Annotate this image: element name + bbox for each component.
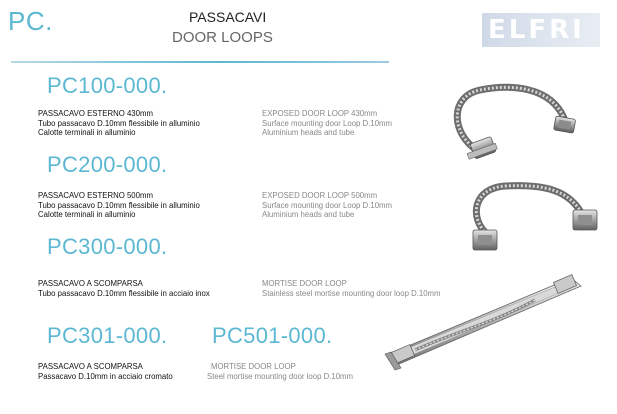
desc-line: PASSACAVO A SCOMPARSA [38,362,143,371]
desc-line: EXPOSED DOOR LOOP 430mm [262,109,378,118]
brand-logo-text: ELFRI [488,15,585,45]
brand-logo [482,13,600,47]
product-desc-en-pc501 [207,362,353,381]
desc-line: EXPOSED DOOR LOOP 500mm [262,191,378,200]
product-code-pc501: PC501-000. [212,323,333,348]
desc-line: Calotte terminali in alluminio [38,210,136,220]
section-title-english: DOOR LOOPS [172,29,273,46]
product-desc-it-pc300 [38,279,210,298]
product-desc-en-pc200 [262,191,392,220]
desc-line: Tubo passacavo D.10mm flessibile in alluminio [38,200,200,210]
product-desc-it-pc301 [38,362,173,381]
desc-line: Surface mounting door Loop D.10mm [262,200,393,210]
product-desc-it-pc200 [38,191,200,220]
catalog-prefix: PC. [8,6,53,36]
product-photo-mortise [385,268,590,378]
desc-line: Tubo passacavo D.10mm flessibile in alluminio [38,118,200,128]
desc-line: Calotte terminali in alluminio [38,128,136,138]
desc-line: Aluminium heads and tube [262,128,355,138]
desc-line: Tubo passacavo D.10mm flessibile in acciaio inox [38,288,210,298]
section-title-italian: PASSACAVI [189,9,267,25]
product-code-pc301: PC301-000. [47,323,168,348]
desc-line: Passacavo D.10mm in acciaio cromato [38,371,173,381]
product-photo-pc100 [440,78,590,173]
desc-line: Steel mortise mounting door loop D.10mm [207,371,354,381]
product-code-pc200: PC200-000. [47,152,168,177]
desc-line: PASSACAVO ESTERNO 500mm [38,191,153,200]
desc-line: Stainless steel mortise mounting door loop D.10mm [262,288,441,298]
desc-line: Aluminium heads and tube [262,210,355,220]
desc-line: PASSACAVO ESTERNO 430mm [38,109,153,118]
product-code-pc100: PC100-000. [47,73,168,98]
product-photo-pc200 [455,178,605,260]
desc-line: MORTISE DOOR LOOP [262,279,347,288]
desc-line: MORTISE DOOR LOOP [211,362,296,371]
header-divider [11,61,389,63]
desc-line: Surface mounting door Loop D.10mm [262,118,393,128]
product-desc-en-pc100 [262,109,392,138]
desc-line: PASSACAVO A SCOMPARSA [38,279,143,288]
product-code-pc300: PC300-000. [47,234,168,259]
product-desc-it-pc100 [38,109,200,138]
